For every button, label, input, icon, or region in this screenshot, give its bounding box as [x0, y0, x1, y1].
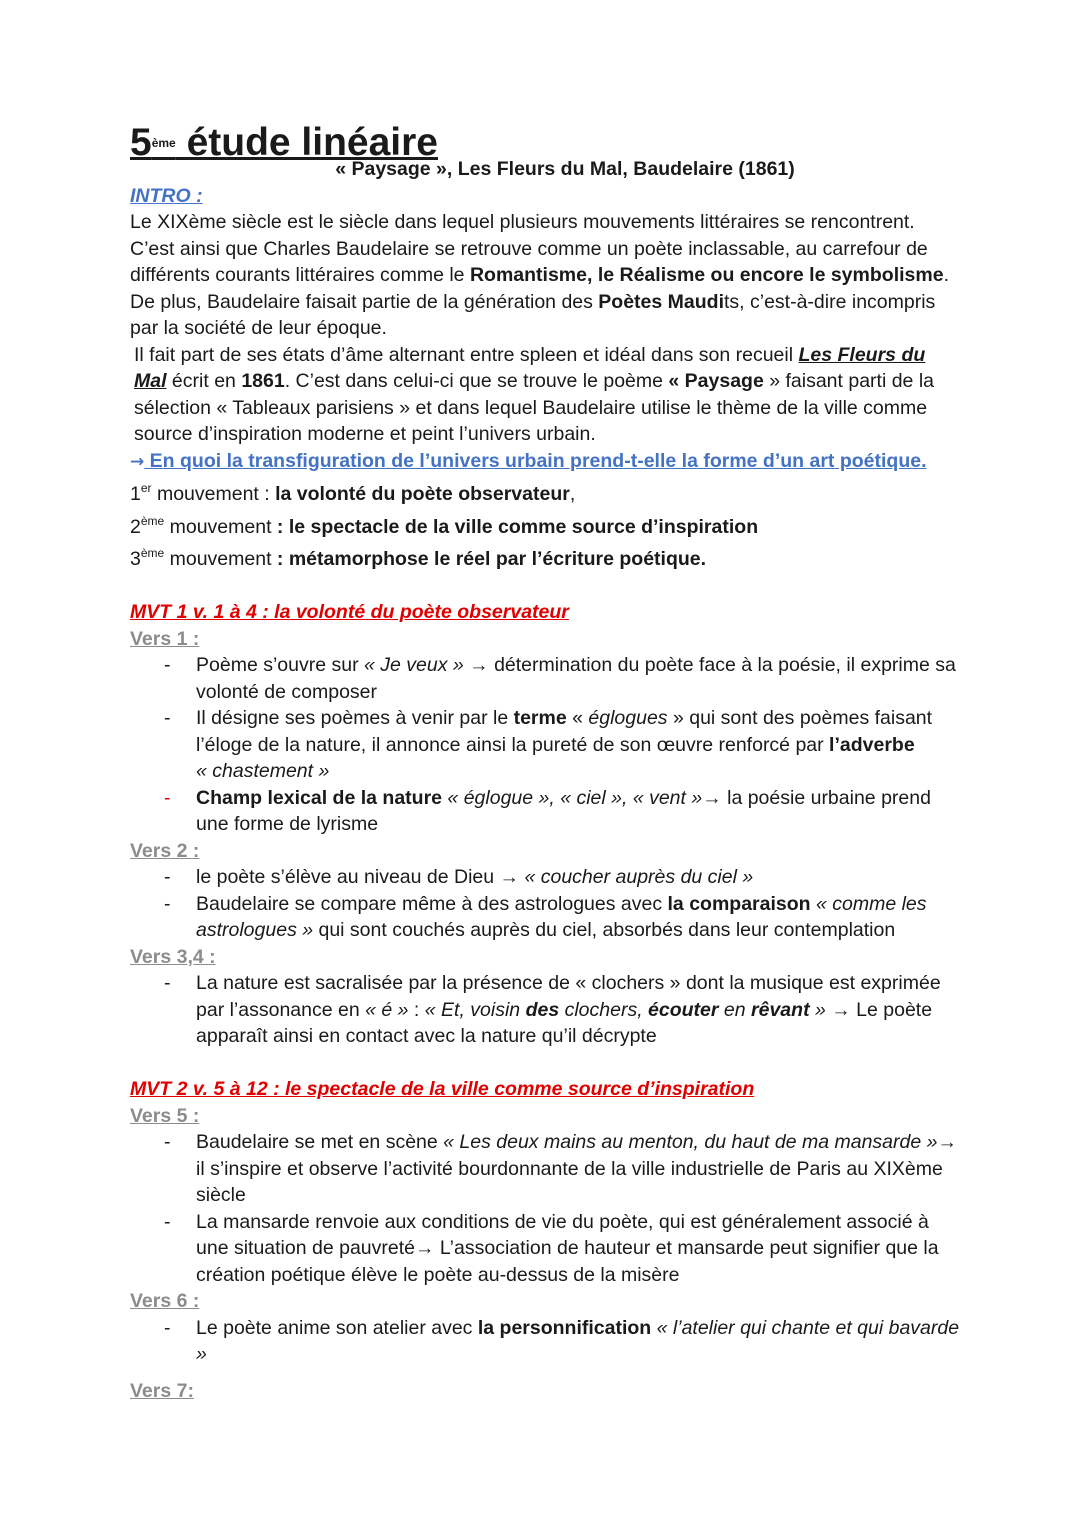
list-item — [130, 970, 960, 1050]
list-item — [130, 652, 960, 705]
vers-7-label: Vers 7: — [130, 1379, 194, 1402]
dash-bullet-icon: - — [164, 972, 171, 994]
bullet-text: Baudelaire se met en scène — [196, 1131, 444, 1153]
spacer — [130, 1050, 960, 1076]
intro-p2-text-4: » faisant parti de la sélection « Tableaux parisiens » et dans lequel Baudelaire utilise le thème de la ville comme source d’inspiration moderne et peint l’univers urbain. — [134, 370, 934, 445]
dash-bullet-icon: - — [164, 707, 171, 729]
movement-3-number: 3 — [130, 548, 141, 570]
movement-2-summary — [130, 508, 960, 541]
bullet-text-2: » qui sont des poèmes faisant l’éloge de la nature, il annonce ainsi la pureté de son œuvre renforcé par — [196, 707, 933, 756]
document-title — [130, 121, 960, 164]
bullet-text: Il désigne ses poèmes à venir par le — [196, 707, 514, 729]
list-item — [130, 785, 960, 838]
intro-section — [130, 209, 960, 573]
movement-2-number: 2 — [130, 515, 141, 538]
dash-bullet-icon: - — [164, 786, 171, 809]
quote-text: « églogue », « ciel », « vent » — [442, 786, 703, 809]
quote-bold-part-2: écouter — [648, 998, 719, 1021]
list-item — [130, 705, 960, 785]
movement-1-label: mouvement : — [151, 483, 276, 505]
movement-2-label: mouvement — [164, 515, 277, 538]
quote-text: « é » — [365, 998, 409, 1021]
intro-paragraph-1 — [130, 209, 960, 342]
quote-part-2: clochers, — [559, 998, 649, 1021]
bold-term: la comparaison — [667, 892, 811, 915]
quote-text: « Je veux » — [364, 654, 464, 676]
quote-text: « coucher auprès du ciel » — [524, 866, 754, 888]
quote-part: « Et, voisin — [424, 998, 526, 1021]
intro-heading: INTRO : — [130, 185, 203, 207]
intro-p2-text-2: écrit en — [166, 370, 242, 392]
intro-p2-poem-title: « Paysage — [668, 370, 764, 392]
quote-close: » — [809, 998, 826, 1021]
dash-bullet-icon: - — [164, 892, 171, 915]
movement-2-text: : le spectacle de la ville comme source d’inspiration — [276, 515, 759, 538]
bullet-text-2: → détermination du poète face à la poésie, il exprime sa volonté de composer — [196, 654, 956, 703]
movement-3-sup: ème — [140, 546, 165, 560]
dash-bullet-icon: - — [164, 654, 171, 676]
movement-3-summary — [130, 540, 960, 573]
intro-p1-text-3: ts, c’est-à-dire incompris par la société de leur époque. — [130, 290, 936, 339]
intro-p1-text: Le XIXème siècle est le siècle dans lequel plusieurs mouvements littéraires se rencontrent. C’est ainsi que Charles Baudelaire se retrouve comme un poète inclassable, au carrefour de différents courants littéraires comme le — [130, 211, 928, 286]
title-superscript: ème — [151, 136, 176, 150]
bold-term-2: l’adverbe — [829, 733, 915, 756]
quote-part-3: en — [718, 998, 752, 1021]
quote-text: églogues — [588, 707, 668, 729]
bullet-text: → la poésie urbaine prend une forme de lyrisme — [196, 786, 931, 835]
bullet-text: Baudelaire se compare même à des astrologues avec — [196, 892, 668, 915]
intro-p1-bold-2: Poètes Maudi — [598, 290, 724, 313]
quote-text: « l’atelier qui chante et qui bavarde » — [196, 1316, 960, 1365]
movement-1-sup: er — [140, 481, 152, 495]
intro-p2-book-title: Les Fleurs du Mal — [134, 343, 926, 392]
list-item — [130, 1129, 960, 1209]
spacer — [130, 573, 960, 599]
intro-p1-text-2: . De plus, Baudelaire faisait partie de la génération des — [130, 264, 949, 313]
movement-2-sup: ème — [140, 513, 165, 528]
list-item — [130, 1315, 960, 1368]
vers-5-label: Vers 5 : — [130, 1104, 200, 1127]
list-item — [130, 891, 960, 944]
bold-term: la personnification — [477, 1316, 652, 1339]
movement-1-text: la volonté du poète observateur — [275, 483, 570, 505]
bullet-text: le poète s’élève au niveau de Dieu → — [196, 866, 525, 888]
bullet-text-2: → Le poète apparaît ainsi en contact avec la nature qu’il décrypte — [196, 998, 933, 1047]
vers-2-list — [130, 864, 960, 944]
quote-text-2: « chastement » — [196, 760, 330, 782]
mvt-2-heading: MVT 2 v. 5 à 12 : le spectacle de la ville comme source d’inspiration — [130, 1077, 755, 1100]
vers-3-4-list — [130, 970, 960, 1050]
colon: : — [408, 998, 425, 1021]
vers-1-label: Vers 1 : — [130, 627, 200, 650]
document-subtitle: « Paysage », Les Fleurs du Mal, Baudelaire (1861) — [335, 158, 795, 180]
intro-paragraph-2 — [130, 342, 960, 448]
quote-bold-part-3: rêvant — [751, 998, 810, 1021]
bullet-text-2: → il s’inspire et observe l’activité bourdonnante de la ville industrielle de Paris au XIXème siècle — [196, 1131, 957, 1206]
vers-6-list — [130, 1315, 960, 1368]
vers-5-list — [130, 1129, 960, 1288]
dash-bullet-icon: - — [164, 1131, 171, 1153]
spacer — [130, 1368, 960, 1378]
movement-1-summary — [130, 475, 960, 508]
intro-p2-text-3: . C’est dans celui-ci que se trouve le poème — [284, 370, 669, 392]
quote-text: « comme les astrologues » — [196, 892, 927, 941]
bullet-text: Le poète anime son atelier avec — [196, 1316, 478, 1339]
dash-bullet-icon: - — [164, 866, 171, 888]
problematique — [130, 448, 960, 476]
bold-term: terme — [513, 707, 567, 729]
movement-1-end: , — [569, 483, 576, 505]
bullet-text: La mansarde renvoie aux conditions de vie du poète, qui est généralement associé à une situation de pauvreté→ L’association de hauteur et mansarde peut signifier que la création poétique élève le poète au-dessus de la misère — [196, 1210, 939, 1286]
intro-p1-bold: Romantisme, le Réalisme ou encore le symbolisme — [469, 264, 944, 286]
vers-6-label: Vers 6 : — [130, 1290, 200, 1312]
bullet-text-2: qui sont couchés auprès du ciel, absorbés dans leur contemplation — [313, 919, 896, 941]
document-page — [130, 121, 960, 1404]
vers-1-list — [130, 652, 960, 838]
movements-list — [130, 475, 960, 573]
dash-bullet-icon: - — [164, 1210, 171, 1233]
intro-p2-text: Il fait part de ses états d’âme alternant entre spleen et idéal dans son recueil — [134, 343, 799, 366]
intro-p2-year: 1861 — [241, 370, 285, 392]
dash-bullet-icon: - — [164, 1316, 171, 1339]
bold-term: Champ lexical de la nature — [196, 786, 443, 809]
movement-3-text: : métamorphose le réel par l’écriture poétique. — [276, 548, 707, 570]
movement-1-number: 1 — [130, 483, 141, 505]
bullet-text: La nature est sacralisée par la présence de « clochers » dont la musique est exprimée par l’assonance en — [196, 972, 941, 1021]
mvt-1-heading: MVT 1 v. 1 à 4 : la volonté du poète observateur — [130, 600, 569, 623]
title-text: étude linéaire — [175, 121, 438, 164]
problematique-text: En quoi la transfiguration de l’univers urbain prend-t-elle la forme d’un art poétique. — [149, 449, 927, 472]
title-number: 5 — [130, 121, 152, 164]
quote-text: « Les deux mains au menton, du haut de ma mansarde » — [443, 1131, 938, 1153]
quote-open: « — [566, 707, 589, 729]
bullet-text: Poème s’ouvre sur — [196, 654, 364, 676]
arrow-right-icon: → — [130, 451, 145, 472]
movement-3-label: mouvement — [164, 548, 277, 570]
vers-3-4-label: Vers 3,4 : — [130, 945, 216, 968]
quote-bold-part: des — [525, 998, 560, 1021]
list-item — [130, 864, 960, 891]
vers-2-label: Vers 2 : — [130, 839, 200, 862]
list-item — [130, 1209, 960, 1289]
